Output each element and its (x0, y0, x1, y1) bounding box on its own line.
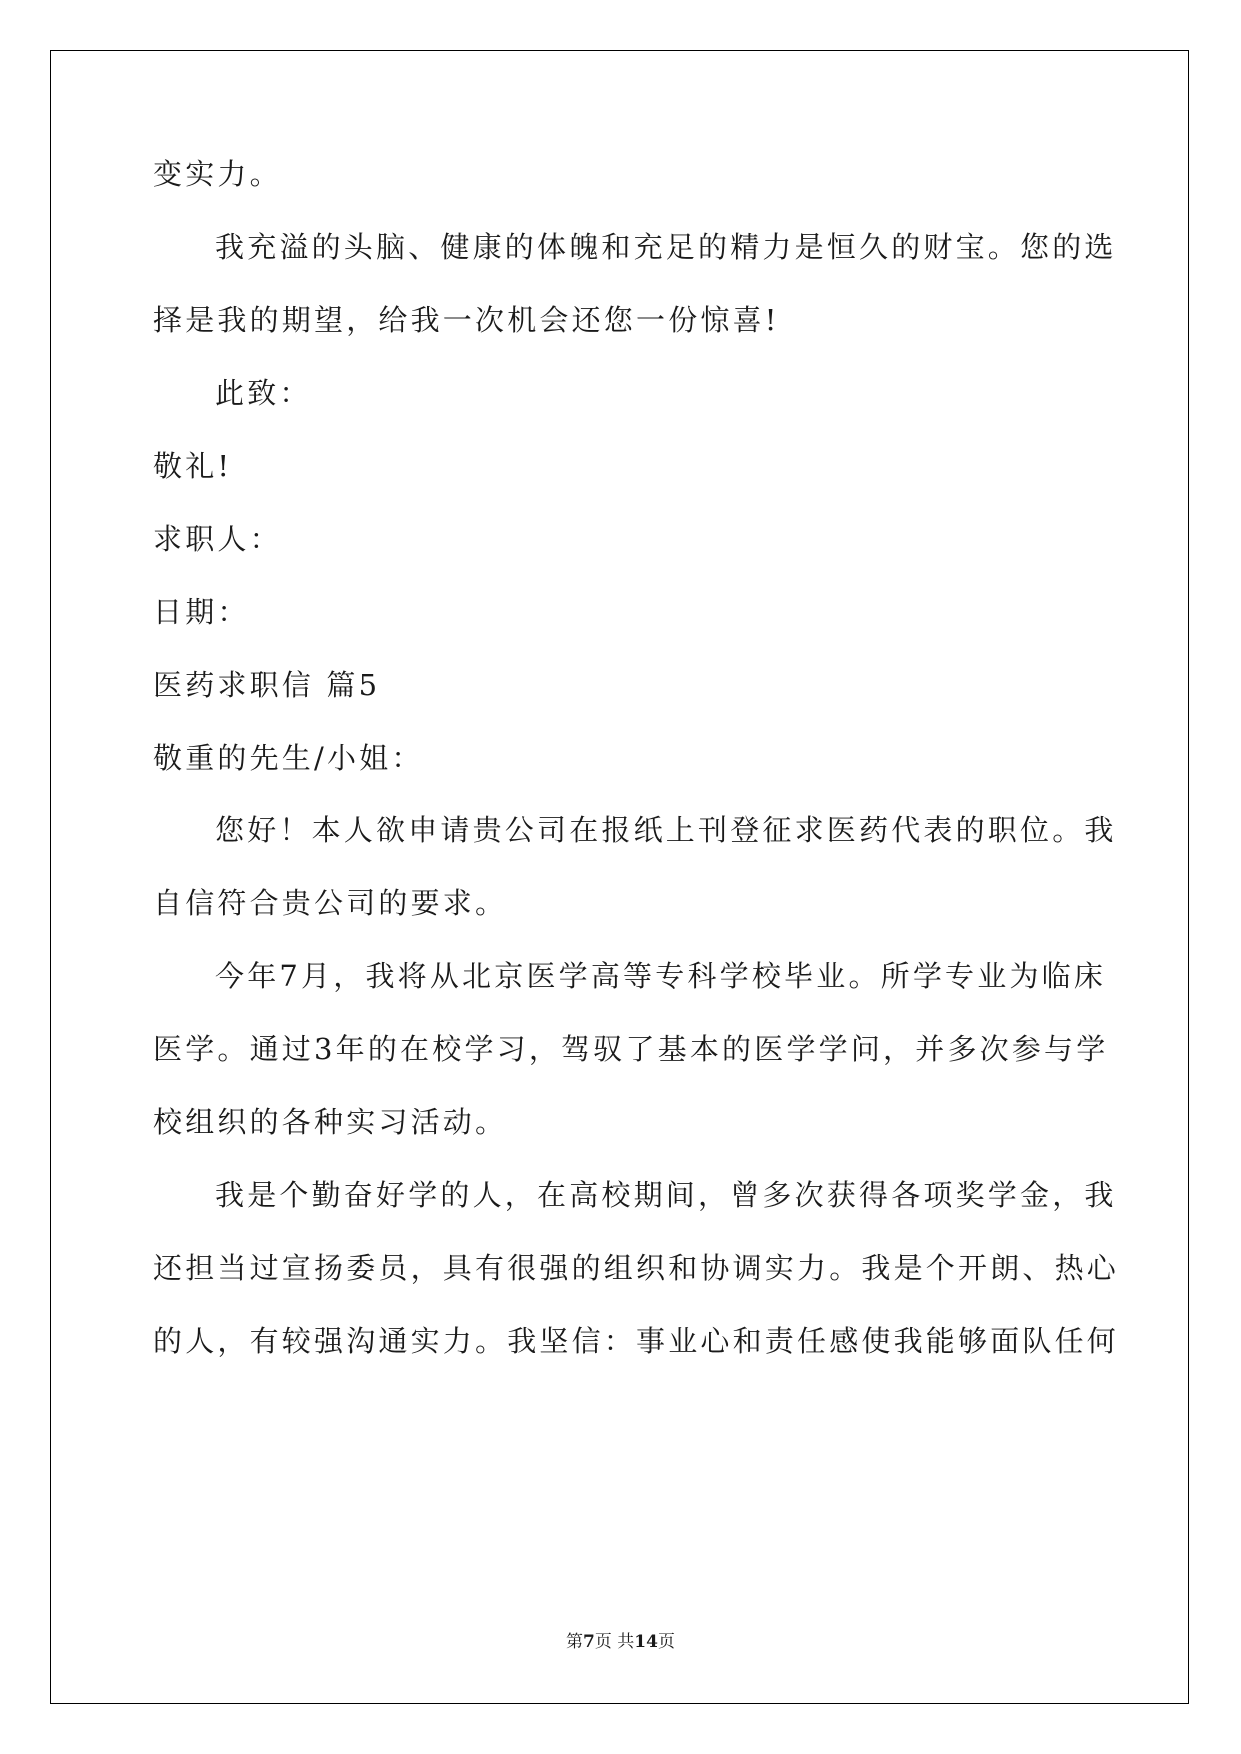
text-line: 变实力。 (153, 157, 282, 191)
closing-salutation: 此致： (215, 376, 312, 410)
applicant-label: 求职人： (153, 522, 282, 556)
closing-regards: 敬礼! (153, 449, 233, 483)
page-prefix: 第 (566, 1632, 584, 1652)
text-line: 择是我的期望，给我一次机会还您一份惊喜! (153, 303, 780, 337)
current-page-number: 7 (583, 1632, 595, 1652)
section-title: 医药求职信 篇5 (153, 668, 381, 702)
paragraph-line: 今年7月，我将从北京医学高等专科学校毕业。所学专业为临床 (215, 959, 1107, 993)
page-footer (0, 1631, 1241, 1653)
greeting: 敬重的先生/小姐： (153, 741, 424, 775)
text-line: 的人，有较强沟通实力。我坚信：事业心和责任感使我能够面队任何 (153, 1324, 1120, 1358)
text-line: 校组织的各种实习活动。 (153, 1105, 508, 1139)
paragraph-line: 我充溢的头脑、健康的体魄和充足的精力是恒久的财宝。您的选 (215, 230, 1117, 264)
page-frame (50, 50, 1189, 1704)
paragraph-line: 您好！本人欲申请贵公司在报纸上刊登征求医药代表的职位。我 (215, 813, 1117, 847)
page-mid: 页 共 (594, 1632, 635, 1652)
text-line: 医学。通过3年的在校学习，驾驭了基本的医学学问，并多次参与学 (153, 1032, 1109, 1066)
text-line: 自信符合贵公司的要求。 (153, 886, 508, 920)
date-label: 日期： (153, 595, 250, 629)
total-page-number: 14 (634, 1632, 658, 1652)
page-suffix: 页 (657, 1632, 675, 1652)
paragraph-line: 我是个勤奋好学的人，在高校期间，曾多次获得各项奖学金，我 (215, 1178, 1117, 1212)
text-line: 还担当过宣扬委员，具有很强的组织和协调实力。我是个开朗、热心 (153, 1251, 1120, 1285)
